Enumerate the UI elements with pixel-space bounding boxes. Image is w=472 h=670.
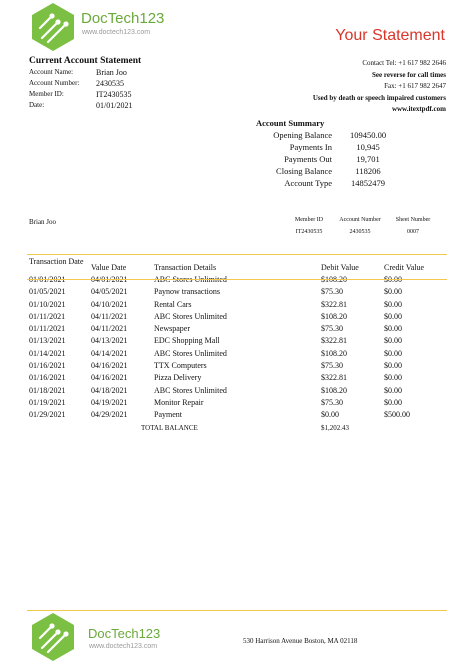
page-title: Your Statement [335, 27, 445, 44]
summary-label: Payments In [289, 142, 332, 152]
customer-name: Brian Joo [29, 218, 57, 226]
sheet-number-column [388, 216, 438, 237]
debit-cell: $108.20 [321, 311, 347, 321]
details-cell: ABC Stores Unlimited [154, 311, 227, 321]
debit-cell: $75.30 [321, 397, 343, 407]
debit-cell: $0.00 [321, 410, 339, 420]
transaction-date-cell: 01/16/2021 [29, 361, 66, 371]
transaction-date-cell: 01/10/2021 [29, 299, 66, 309]
credit-cell: $0.00 [384, 336, 402, 346]
details-cell: EDC Shopping Mall [154, 336, 220, 346]
value-date-cell: 04/19/2021 [91, 397, 128, 407]
credit-cell: $0.00 [384, 385, 402, 395]
summary-row [256, 129, 416, 141]
debit-cell: $322.81 [321, 336, 347, 346]
credit-cell: $0.00 [384, 287, 402, 297]
value-date-cell: 04/29/2021 [91, 410, 128, 420]
debit-cell: $108.20 [321, 385, 347, 395]
details-cell: Payment [154, 410, 182, 420]
debit-cell: $75.30 [321, 361, 343, 371]
total-spacer [29, 422, 91, 434]
contact-fax: Fax: +1 617 982 2647 [384, 82, 446, 90]
value-date-cell: 04/11/2021 [91, 311, 128, 321]
footer-logo [28, 612, 188, 662]
column-header-debit: Debit Value [321, 263, 359, 272]
credit-cell: $0.00 [384, 299, 402, 309]
account-number-number: 2430535 [349, 229, 371, 235]
sheet-number-heading: Sheet Number [395, 217, 431, 223]
summary-label: Account Type [284, 178, 332, 188]
brand-url: www.doctech123.com [82, 29, 151, 36]
summary-row [256, 177, 416, 189]
debit-cell: $108.20 [321, 348, 347, 358]
total-credit-spacer [384, 422, 445, 434]
column-header-value-date: Value Date [91, 263, 127, 272]
account-number-value: 2430535 [96, 79, 124, 88]
account-name-value: Brian Joo [96, 68, 127, 77]
details-cell: Pizza Delivery [154, 373, 202, 383]
details-cell: Newspaper [154, 324, 190, 334]
column-header-transaction-date: Transaction Date [29, 257, 84, 266]
transactions-table [29, 256, 445, 434]
table-row [29, 335, 445, 347]
account-number-heading: Account Number [339, 217, 381, 223]
account-name-label: Account Name: [29, 68, 74, 76]
summary-label: Payments Out [284, 154, 332, 164]
summary-value: 10,945 [356, 142, 380, 152]
account-heading: Current Account Statement [29, 56, 142, 66]
value-date-cell: 04/10/2021 [91, 299, 128, 309]
footer-brand-name: DocTech123 [88, 626, 161, 641]
account-info [29, 55, 249, 111]
member-id-row [29, 89, 249, 100]
table-row [29, 286, 445, 298]
table-header-row [29, 256, 445, 274]
summary-row [256, 141, 416, 153]
summary-value: 109450.00 [349, 130, 387, 140]
contact-call-times: See reverse for call times [372, 70, 446, 79]
value-date-cell: 04/05/2021 [91, 287, 128, 297]
value-date-cell: 04/16/2021 [91, 361, 128, 371]
details-cell: Monitor Repair [154, 397, 204, 407]
table-header-rule [27, 279, 447, 280]
transaction-date-cell: 01/13/2021 [29, 336, 66, 346]
total-row [29, 422, 445, 434]
details-cell: ABC Stores Unlimited [154, 348, 227, 358]
account-name-row [29, 67, 249, 78]
footer-rule [27, 610, 447, 611]
brand-name: DocTech123 [81, 10, 165, 27]
value-date-cell: 04/11/2021 [91, 324, 128, 334]
value-date-cell: 04/14/2021 [91, 348, 128, 358]
table-row [29, 323, 445, 335]
table-row [29, 385, 445, 397]
value-date-cell: 04/13/2021 [91, 336, 128, 346]
transaction-date-cell: 01/14/2021 [29, 348, 66, 358]
footer-brand-url: www.doctech123.com [89, 643, 158, 650]
debit-cell [321, 274, 384, 286]
transaction-date-cell: 01/29/2021 [29, 410, 66, 420]
contact-impaired: Used by death or speech impaired customers [312, 93, 446, 102]
credit-cell: $500.00 [384, 410, 410, 420]
table-row [29, 299, 445, 311]
debit-cell: $75.30 [321, 287, 343, 297]
transaction-date-cell: 01/11/2021 [29, 311, 66, 321]
column-header-credit: Credit Value [384, 263, 425, 272]
table-row [29, 274, 445, 286]
credit-cell: $0.00 [384, 361, 402, 371]
transaction-date-cell [29, 274, 91, 286]
table-row [29, 348, 445, 360]
summary-value: 19,701 [356, 154, 380, 164]
credit-cell [384, 274, 445, 286]
member-details [286, 216, 446, 237]
summary-label: Opening Balance [273, 130, 332, 140]
credit-cell: $0.00 [384, 311, 402, 321]
footer-address: 530 Harrison Avenue Boston, MA 02118 [243, 637, 358, 645]
account-summary [256, 118, 416, 189]
doctech-logo-icon [28, 2, 78, 52]
header-logo [28, 2, 188, 52]
transaction-date-cell: 01/11/2021 [29, 324, 66, 334]
table-row [29, 372, 445, 384]
table-top-rule [27, 254, 447, 255]
transaction-date-cell: 01/16/2021 [29, 373, 66, 383]
date-row [29, 100, 249, 111]
value-date-cell: 04/18/2021 [91, 385, 128, 395]
account-number-column [332, 216, 388, 237]
table-row [29, 360, 445, 372]
member-id-value: IT2430535 [96, 90, 132, 99]
summary-row [256, 153, 416, 165]
credit-cell: $0.00 [384, 397, 402, 407]
value-date-cell [91, 274, 154, 286]
sheet-number-number: 0007 [407, 229, 419, 235]
total-label: TOTAL BALANCE [141, 423, 198, 432]
member-id-number: IT2430535 [295, 229, 323, 235]
transaction-date-cell: 01/19/2021 [29, 397, 66, 407]
date-label: Date: [29, 101, 45, 109]
debit-cell: $322.81 [321, 373, 347, 383]
date-value: 01/01/2021 [96, 101, 133, 110]
summary-value: 14852479 [351, 178, 385, 188]
details-cell: TTX Computers [154, 361, 207, 371]
account-number-row [29, 78, 249, 89]
member-id-heading: Member ID [294, 217, 324, 223]
contact-info [226, 58, 446, 116]
details-cell [154, 274, 321, 286]
debit-cell: $322.81 [321, 299, 347, 309]
member-id-label: Member ID: [29, 90, 64, 98]
credit-cell: $0.00 [384, 373, 402, 383]
details-cell: ABC Stores Unlimited [154, 385, 227, 395]
table-row [29, 311, 445, 323]
total-value: $1,202.43 [321, 423, 349, 432]
debit-cell: $75.30 [321, 324, 343, 334]
table-body [29, 274, 445, 434]
column-header-details: Transaction Details [154, 263, 217, 272]
account-number-label: Account Number: [29, 79, 80, 87]
credit-cell: $0.00 [384, 348, 402, 358]
transaction-date-cell: 01/05/2021 [29, 287, 66, 297]
doctech-logo-icon [28, 612, 78, 662]
summary-row [256, 165, 416, 177]
member-id-column [286, 216, 332, 237]
details-cell: Rental Cars [154, 299, 192, 309]
contact-website[interactable]: www.itextpdf.com [391, 105, 446, 113]
summary-value: 118206 [355, 166, 381, 176]
transaction-date-cell: 01/18/2021 [29, 385, 66, 395]
table-row [29, 409, 445, 421]
table-row [29, 397, 445, 409]
summary-heading: Account Summary [256, 118, 325, 128]
details-cell: Paynow transactions [154, 287, 220, 297]
credit-cell: $0.00 [384, 324, 402, 334]
value-date-cell: 04/16/2021 [91, 373, 128, 383]
summary-label: Closing Balance [276, 166, 332, 176]
contact-tel: Contact Tel: +1 617 982 2646 [362, 59, 446, 67]
